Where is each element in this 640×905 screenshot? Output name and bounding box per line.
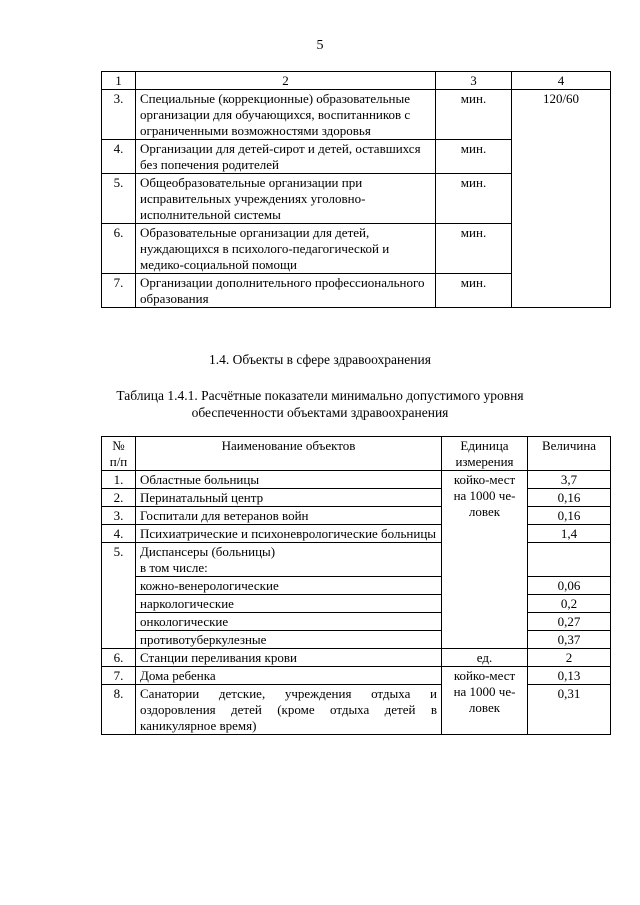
row-number: 2. [102,489,136,507]
object-name: Общеобразовательные организации при исправительных учреждениях уголовно-исполнительной системы [136,174,436,224]
object-name: кожно-венерологические [136,577,442,595]
row-number: 5. [102,543,136,649]
table-healthcare [101,436,611,735]
table-row [102,90,611,140]
table-row [102,685,611,735]
object-name: наркологические [136,595,442,613]
table-row [102,631,611,649]
value-cell: 0,16 [528,507,611,525]
object-name: онкологические [136,613,442,631]
row-number: 3. [102,90,136,140]
row-number: 5. [102,174,136,224]
header-number: № п/п [102,437,136,471]
unit-cell: мин. [436,274,512,308]
table-row [102,507,611,525]
header-cell: 3 [436,72,512,90]
table-row [102,595,611,613]
table-education-continuation [101,71,611,308]
header-cell: 4 [512,72,611,90]
table-row [102,471,611,489]
table-row [102,613,611,631]
value-cell: 120/60 [512,90,611,308]
object-name: противотуберкулезные [136,631,442,649]
object-name: Перинатальный центр [136,489,442,507]
table-row [102,525,611,543]
row-number: 6. [102,224,136,274]
value-cell: 0,37 [528,631,611,649]
row-number: 6. [102,649,136,667]
value-cell: 0,16 [528,489,611,507]
value-cell: 2 [528,649,611,667]
row-number: 4. [102,140,136,174]
table-row [102,577,611,595]
table-row [102,667,611,685]
value-cell: 0,31 [528,685,611,735]
value-cell: 1,4 [528,525,611,543]
page-number: 5 [316,38,324,53]
row-number: 1. [102,471,136,489]
table-row [102,489,611,507]
unit-cell: мин. [436,140,512,174]
object-name-line: Диспансеры (больницы) [140,544,276,559]
object-name [136,543,442,577]
unit-cell: койко-мест на 1000 че-ловек [442,471,528,649]
table-row [102,649,611,667]
header-cell: 1 [102,72,136,90]
object-name: Дома ребенка [136,667,442,685]
table-header-row [102,72,611,90]
section-title: 1.4. Объекты в сфере здравоохранения [209,352,431,367]
value-cell: 3,7 [528,471,611,489]
unit-cell: койко-мест на 1000 че-ловек [442,667,528,735]
table-caption-line-2: обеспеченности объектами здравоохранения [191,405,449,420]
object-name: Психиатрические и психоневрологические больницы [136,525,442,543]
row-number: 4. [102,525,136,543]
value-cell: 0,27 [528,613,611,631]
table-header-row [102,437,611,471]
unit-cell: мин. [436,90,512,140]
row-number: 3. [102,507,136,525]
table-caption-line-1: Таблица 1.4.1. Расчётные показатели минимально допустимого уровня [116,388,524,403]
header-cell: 2 [136,72,436,90]
row-number: 7. [102,667,136,685]
object-name: Организации для детей-сирот и детей, оставшихся без попечения родителей [136,140,436,174]
object-name: Санатории детские, учреждения отдыха и оздоровления детей (кроме отдыха детей в каникулярное время) [136,685,442,735]
table-row [102,543,611,577]
unit-cell: ед. [442,649,528,667]
row-number: 7. [102,274,136,308]
object-name: Организации дополнительного профессионального образования [136,274,436,308]
object-name: Областные больницы [136,471,442,489]
unit-cell: мин. [436,224,512,274]
value-cell [528,543,611,577]
unit-cell: мин. [436,174,512,224]
header-value: Величина [528,437,611,471]
object-name-subline: в том числе: [140,560,208,575]
row-number: 8. [102,685,136,735]
header-unit: Единица измерения [442,437,528,471]
value-cell: 0,06 [528,577,611,595]
value-cell: 0,13 [528,667,611,685]
value-cell: 0,2 [528,595,611,613]
header-name: Наименование объектов [136,437,442,471]
object-name: Госпитали для ветеранов войн [136,507,442,525]
object-name: Станции переливания крови [136,649,442,667]
object-name: Специальные (коррекционные) образовательные организации для обучающихся, воспитанников с ограниченными возможностями здоровья [136,90,436,140]
object-name: Образовательные организации для детей, нуждающихся в психолого-педагогической и медико-социальной помощи [136,224,436,274]
